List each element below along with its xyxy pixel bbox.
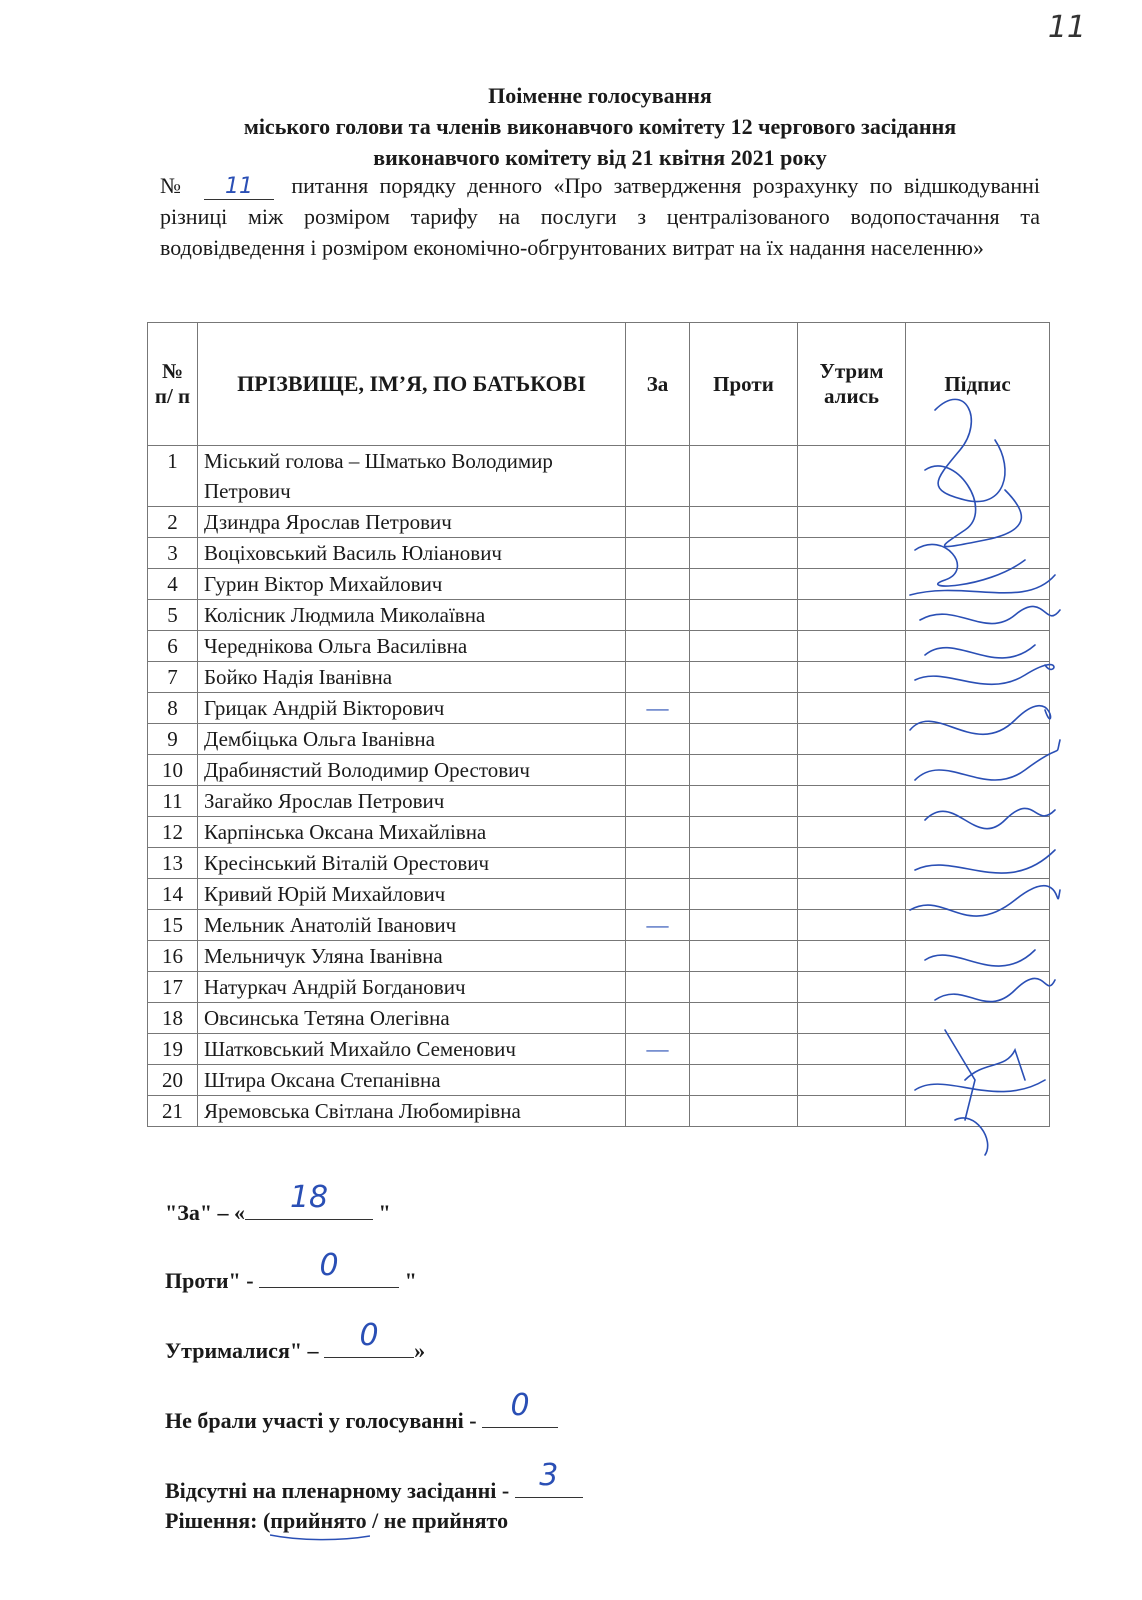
row-for-mark (626, 848, 690, 879)
row-number: 5 (148, 600, 198, 631)
table-row (148, 817, 1050, 848)
row-number: 8 (148, 693, 198, 724)
row-against (690, 538, 798, 569)
for-end: " (373, 1200, 391, 1225)
row-signature (906, 910, 1050, 941)
totals-for (165, 1180, 391, 1226)
row-number: 19 (148, 1034, 198, 1065)
against-end: " (399, 1268, 417, 1293)
abstained-label: Утрималися" – (165, 1338, 325, 1363)
document-header (160, 80, 1040, 173)
row-signature (906, 755, 1050, 786)
question-number: 11 (204, 175, 274, 200)
row-name: Грицак Андрій Вікторович (198, 693, 626, 724)
row-abstained (798, 786, 906, 817)
row-signature (906, 693, 1050, 724)
table-row (148, 631, 1050, 662)
table-row (148, 1096, 1050, 1127)
row-abstained (798, 569, 906, 600)
row-abstained (798, 662, 906, 693)
row-name: Дзиндра Ярослав Петрович (198, 507, 626, 538)
table-row (148, 693, 1050, 724)
row-name: Кресінський Віталій Орестович (198, 848, 626, 879)
col-signature-header: Підпис (906, 323, 1050, 446)
row-abstained (798, 538, 906, 569)
decision-label: Рішення: ( (165, 1508, 271, 1533)
row-abstained (798, 507, 906, 538)
row-signature (906, 569, 1050, 600)
row-number: 15 (148, 910, 198, 941)
row-name: Кривий Юрій Михайлович (198, 879, 626, 910)
row-number: 14 (148, 879, 198, 910)
row-against (690, 507, 798, 538)
row-name: Мельничук Уляна Іванівна (198, 941, 626, 972)
page-number: 11 (1047, 10, 1086, 45)
row-abstained (798, 1003, 906, 1034)
row-number: 21 (148, 1096, 198, 1127)
question-prefix: № (160, 173, 187, 198)
header-title: Поіменне голосування (488, 83, 712, 108)
decision-rest: / не прийнято (366, 1508, 509, 1533)
header-subtitle: міського голови та членів виконавчого комітету 12 чергового засідання (243, 114, 957, 139)
row-abstained (798, 910, 906, 941)
row-abstained (798, 879, 906, 910)
not-participated-blank (482, 1388, 558, 1428)
row-against (690, 1096, 798, 1127)
row-abstained (798, 1065, 906, 1096)
table-row (148, 724, 1050, 755)
row-signature (906, 1065, 1050, 1096)
decision-accepted-text: прийнято (270, 1508, 367, 1533)
row-against (690, 724, 798, 755)
row-for-mark (626, 507, 690, 538)
row-name: Карпінська Оксана Михайлівна (198, 817, 626, 848)
row-abstained (798, 755, 906, 786)
row-against (690, 446, 798, 507)
against-value: 0 (319, 1248, 339, 1283)
table-row (148, 600, 1050, 631)
absent-value: 3 (539, 1458, 559, 1493)
row-for-mark (626, 446, 690, 507)
table-row (148, 1034, 1050, 1065)
row-against (690, 910, 798, 941)
row-name: Бойко Надія Іванівна (198, 662, 626, 693)
row-name: Натуркач Андрій Богданович (198, 972, 626, 1003)
row-signature (906, 446, 1050, 507)
row-against (690, 848, 798, 879)
not-participated-label: Не брали участі у голосуванні - (165, 1408, 483, 1433)
col-for-header: За (626, 323, 690, 446)
row-against (690, 1034, 798, 1065)
row-number: 18 (148, 1003, 198, 1034)
table-row (148, 569, 1050, 600)
row-name: Драбинястий Володимир Орестович (198, 755, 626, 786)
row-abstained (798, 817, 906, 848)
table-row (148, 786, 1050, 817)
row-name: Мельник Анатолій Іванович (198, 910, 626, 941)
row-abstained (798, 941, 906, 972)
row-number: 7 (148, 662, 198, 693)
row-signature (906, 1096, 1050, 1127)
col-abstained-header: Утрим ались (798, 323, 906, 446)
row-for-mark (626, 817, 690, 848)
row-against (690, 662, 798, 693)
row-signature (906, 631, 1050, 662)
row-number: 1 (148, 446, 198, 507)
col-num-header: № п/ п (148, 323, 198, 446)
row-number: 2 (148, 507, 198, 538)
row-for-mark (626, 724, 690, 755)
decision-line (165, 1508, 508, 1534)
row-name: Яремовська Світлана Любомирівна (198, 1096, 626, 1127)
against-blank (259, 1248, 399, 1288)
table-row (148, 1003, 1050, 1034)
row-for-mark (626, 941, 690, 972)
row-name: Дембіцька Ольга Іванівна (198, 724, 626, 755)
against-label: Проти" - (165, 1268, 260, 1293)
row-name: Загайко Ярослав Петрович (198, 786, 626, 817)
row-signature (906, 941, 1050, 972)
row-for-mark (626, 631, 690, 662)
table-header-row (148, 323, 1050, 446)
row-number: 17 (148, 972, 198, 1003)
decision-accepted (270, 1508, 366, 1534)
row-signature (906, 724, 1050, 755)
row-for-mark (626, 538, 690, 569)
voting-table (147, 322, 1050, 1127)
row-against (690, 693, 798, 724)
row-for-mark: — (626, 910, 690, 941)
row-abstained (798, 972, 906, 1003)
row-number: 4 (148, 569, 198, 600)
handwritten-underline-icon (270, 1532, 370, 1542)
row-signature (906, 1034, 1050, 1065)
row-abstained (798, 631, 906, 662)
row-signature (906, 972, 1050, 1003)
row-number: 6 (148, 631, 198, 662)
abstained-end: » (414, 1338, 426, 1363)
row-for-mark: — (626, 693, 690, 724)
agenda-question (160, 170, 1040, 263)
abstained-blank (324, 1318, 414, 1358)
for-label: "За" – « (165, 1200, 246, 1225)
row-number: 12 (148, 817, 198, 848)
row-number: 9 (148, 724, 198, 755)
table-row (148, 1065, 1050, 1096)
for-blank (245, 1180, 373, 1220)
row-against (690, 786, 798, 817)
row-against (690, 569, 798, 600)
row-name: Шатковський Михайло Семенович (198, 1034, 626, 1065)
row-number: 13 (148, 848, 198, 879)
row-against (690, 941, 798, 972)
row-against (690, 972, 798, 1003)
table-row (148, 662, 1050, 693)
row-name: Міський голова – Шматько Володимир Петрович (198, 446, 626, 507)
row-name: Колісник Людмила Миколаївна (198, 600, 626, 631)
col-against-header: Проти (690, 323, 798, 446)
row-signature (906, 786, 1050, 817)
question-text: питання порядку денного «Про затвердження розрахунку по відшкодуванні різниці між розміром тарифу на послуги з централізованого водопостачання та водовідведення і розміром економічно-обгрунтованих витрат на їх надання населенню» (160, 173, 1041, 260)
totals-against (165, 1248, 417, 1294)
row-number: 20 (148, 1065, 198, 1096)
row-for-mark (626, 1003, 690, 1034)
table-row (148, 879, 1050, 910)
row-against (690, 879, 798, 910)
totals-absent (165, 1458, 583, 1504)
table-row (148, 941, 1050, 972)
row-name: Воціховський Василь Юліанович (198, 538, 626, 569)
row-signature (906, 507, 1050, 538)
row-number: 16 (148, 941, 198, 972)
row-against (690, 1065, 798, 1096)
row-signature (906, 538, 1050, 569)
row-for-mark (626, 972, 690, 1003)
row-signature (906, 817, 1050, 848)
table-row (148, 538, 1050, 569)
row-for-mark (626, 662, 690, 693)
row-name: Череднікова Ольга Василівна (198, 631, 626, 662)
row-against (690, 600, 798, 631)
row-for-mark (626, 569, 690, 600)
totals-not-participated (165, 1388, 558, 1434)
absent-blank (515, 1458, 583, 1498)
absent-label: Відсутні на пленарному засіданні - (165, 1478, 515, 1503)
row-signature (906, 1003, 1050, 1034)
row-abstained (798, 724, 906, 755)
table-row (148, 755, 1050, 786)
row-number: 11 (148, 786, 198, 817)
row-name: Штира Оксана Степанівна (198, 1065, 626, 1096)
row-abstained (798, 693, 906, 724)
header-date: виконавчого комітету від 21 квітня 2021 року (373, 145, 827, 170)
row-for-mark (626, 1065, 690, 1096)
row-against (690, 631, 798, 662)
table-row (148, 972, 1050, 1003)
row-for-mark (626, 755, 690, 786)
col-name-header: ПРІЗВИЩЕ, ІМ’Я, ПО БАТЬКОВІ (198, 323, 626, 446)
row-signature (906, 600, 1050, 631)
not-participated-value: 0 (510, 1388, 530, 1423)
abstained-value: 0 (359, 1318, 379, 1353)
row-signature (906, 662, 1050, 693)
row-against (690, 755, 798, 786)
totals-abstained (165, 1318, 426, 1364)
row-name: Гурин Віктор Михайлович (198, 569, 626, 600)
row-for-mark (626, 1096, 690, 1127)
row-abstained (798, 446, 906, 507)
row-number: 3 (148, 538, 198, 569)
row-abstained (798, 848, 906, 879)
row-for-mark (626, 786, 690, 817)
row-name: Овсинська Тетяна Олегівна (198, 1003, 626, 1034)
for-value: 18 (289, 1180, 329, 1215)
row-signature (906, 879, 1050, 910)
row-for-mark (626, 600, 690, 631)
row-against (690, 1003, 798, 1034)
table-row (148, 848, 1050, 879)
row-number: 10 (148, 755, 198, 786)
row-for-mark (626, 879, 690, 910)
table-row (148, 446, 1050, 507)
row-signature (906, 848, 1050, 879)
row-against (690, 817, 798, 848)
table-row (148, 910, 1050, 941)
row-for-mark: — (626, 1034, 690, 1065)
row-abstained (798, 1034, 906, 1065)
table-row (148, 507, 1050, 538)
row-abstained (798, 600, 906, 631)
row-abstained (798, 1096, 906, 1127)
